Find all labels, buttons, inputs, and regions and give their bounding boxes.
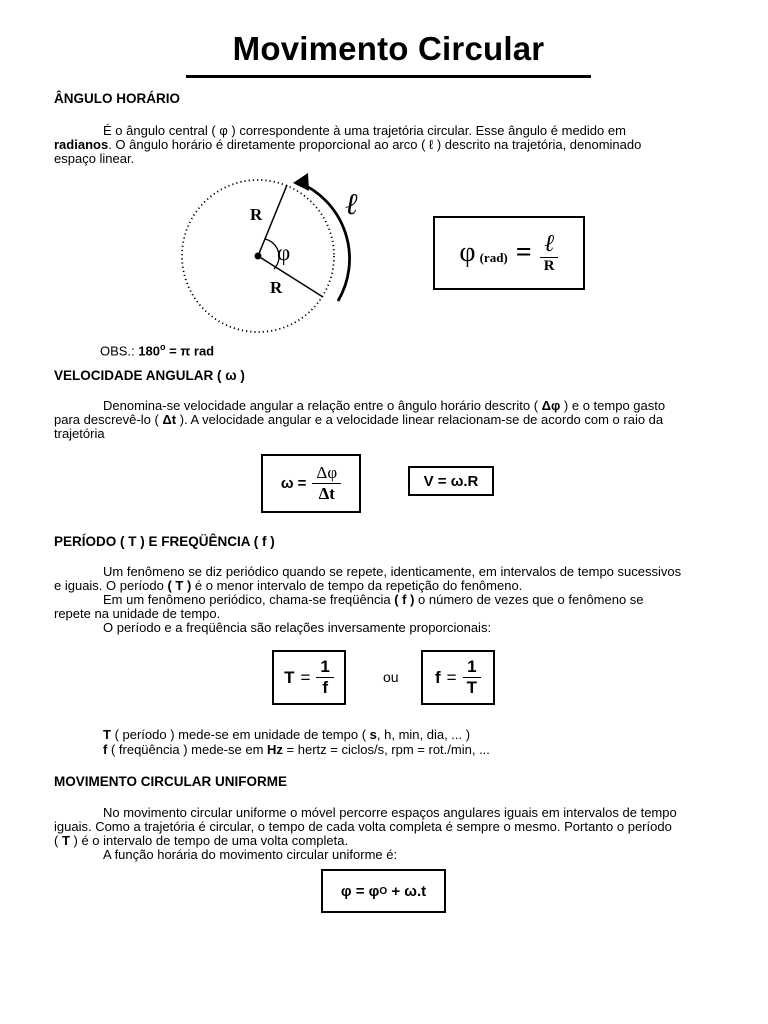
unit-frequency: f ( freqüência ) mede-se em Hz = hertz = ciclos/s, rpm = rot./min, ...	[103, 742, 490, 757]
text-line: para descrevê-lo ( Δt ). A velocidade angular e a velocidade linear relacionam-se de acordo com o raio da	[54, 412, 664, 427]
paragraph-periodo-frequencia	[54, 565, 714, 635]
text-line: trajetória	[54, 426, 105, 441]
obs-note: OBS.: $180^o = \pi$ rad	[100, 342, 215, 359]
radius-line-bottom	[258, 256, 323, 297]
circle-diagram	[170, 168, 380, 343]
formula-frequency: f = $\frac{1}{T}$	[421, 650, 495, 705]
arc-label: ℓ	[345, 188, 358, 221]
paragraph-velocidade-angular	[54, 399, 714, 441]
text-line: O período e a freqüência são relações inversamente proporcionais:	[103, 620, 492, 635]
fraction-one-over-f: $\frac{1}{f}$	[316, 658, 333, 697]
text-line: e iguais. O período ( T ) é o menor intervalo de tempo da repetição do fenômeno.	[54, 578, 523, 593]
fraction-delta-phi-over-delta-t: $\frac{\Delta\varphi}{\Delta t}$	[312, 464, 341, 503]
center-dot	[255, 253, 262, 260]
text-line: iguais. Como a trajetória é circular, o tempo de cada volta completa é sempre o mesmo. Portanto o período	[54, 819, 672, 834]
heading-periodo-frequencia: PERÍODO ( T ) E FREQÜÊNCIA ( f )	[54, 534, 275, 549]
arc-arrowhead	[293, 173, 309, 191]
units-list	[103, 727, 490, 757]
heading-mcu: MOVIMENTO CIRCULAR UNIFORME	[54, 774, 287, 789]
fraction-arc-over-radius: $\frac{\text{ℓ}}{R}$	[540, 231, 559, 276]
text-line: Em um fenômeno periódico, chama-se freqüência ( f ) o número de vezes que o fenômeno se	[103, 592, 644, 607]
paragraph-mcu	[54, 806, 714, 862]
unit-period: T ( período ) mede-se em unidade de tempo ( s, h, min, dia, ... )	[103, 727, 471, 742]
paragraph-angulo-horario	[54, 124, 714, 166]
formula-period: T = $\frac{1}{f}$	[272, 650, 346, 705]
arc-length-path	[298, 182, 350, 301]
text-line: ( T ) é o intervalo de tempo de uma volta completa.	[54, 833, 349, 848]
or-label: ou	[383, 669, 399, 685]
radius-label-top: R	[250, 205, 263, 224]
page-title: Movimento Circular	[232, 30, 545, 67]
text-line: radianos. O ângulo horário é diretamente proporcional ao arco ( ℓ ) descrito na trajetória, denominado	[54, 137, 642, 152]
text-line: É o ângulo central ( φ ) correspondente à uma trajetória circular. Esse ângulo é medido em	[103, 123, 626, 138]
fraction-one-over-t: $\frac{1}{T}$	[463, 658, 481, 697]
angle-label: φ	[277, 240, 291, 265]
heading-angulo-horario: ÂNGULO HORÁRIO	[54, 91, 180, 106]
text-line: repete na unidade de tempo.	[54, 606, 221, 621]
text-line: Denomina-se velocidade angular a relação entre o ângulo horário descrito ( Δφ ) e o tempo gasto	[103, 398, 666, 413]
title-underline	[186, 75, 591, 78]
text-line: Um fenômeno se diz periódico quando se repete, identicamente, em intervalos de tempo sucessivos	[103, 564, 682, 579]
text-line: espaço linear.	[54, 151, 135, 166]
heading-velocidade-angular: VELOCIDADE ANGULAR ( ω )	[54, 368, 245, 383]
text-line: No movimento circular uniforme o móvel percorre espaços angulares iguais em intervalos de tempo	[103, 805, 677, 820]
formula-phi-rad: φ (rad) = $\frac{\text{ℓ}}{R}$	[433, 216, 585, 290]
text-line: A função horária do movimento circular uniforme é:	[103, 847, 398, 862]
radius-label-bottom: R	[270, 278, 283, 297]
formula-mcu: φ = φ O + ω.t	[321, 869, 446, 913]
formula-omega: ω = $\frac{\Delta\varphi}{\Delta t}$	[261, 454, 361, 513]
formula-linear-velocity: V = ω.R	[408, 466, 494, 496]
